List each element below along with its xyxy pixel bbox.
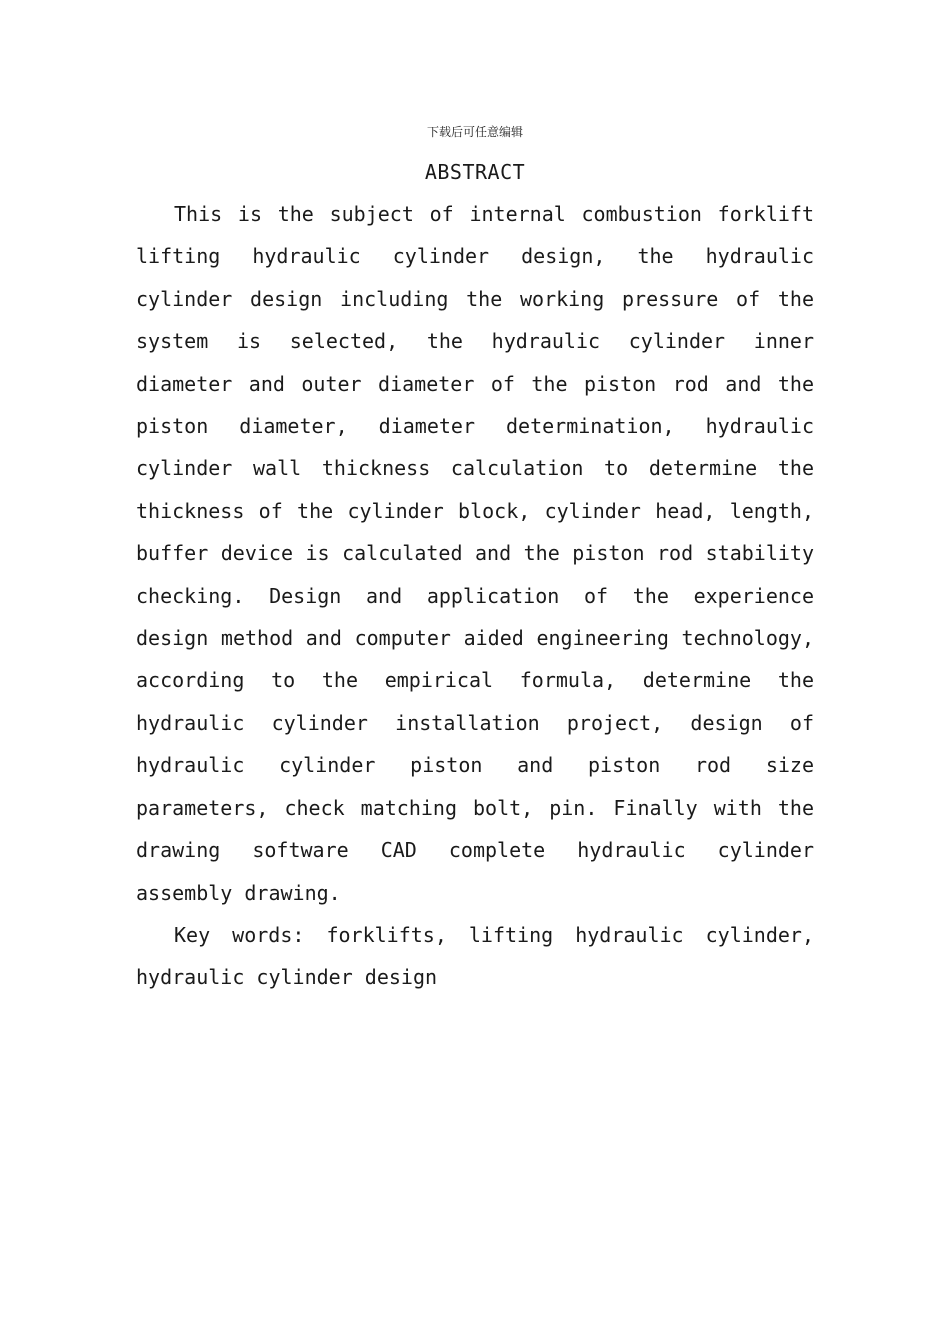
abstract-paragraph: This is the subject of internal combustion forklift lifting hydraulic cylinder design, the hydraulic cylinder design including the working pressure of the system is selected, the hydraulic cylinder inner diameter and outer diameter of the piston rod and the piston diameter, diameter determination, hydraulic cylinder wall thickness calculation to determine the thickness of the cylinder block, cylinder head, length, buffer device is calculated and the piston rod stability checking. Design and application of the experience design method and computer aided engineering technology, according to the empirical formula, determine the hydraulic cylinder installation project, design of hydraulic cylinder piston and piston rod size parameters, check matching bolt, pin. Finally with the drawing software CAD complete hydraulic cylinder assembly drawing. bbox=[136, 202, 814, 905]
keywords-paragraph: Key words: forklifts, lifting hydraulic cylinder, hydraulic cylinder design bbox=[136, 922, 814, 990]
header-note: 下载后可任意编辑 bbox=[426, 125, 523, 139]
abstract-title: ABSTRACT bbox=[424, 160, 526, 184]
abstract-body bbox=[136, 193, 814, 999]
